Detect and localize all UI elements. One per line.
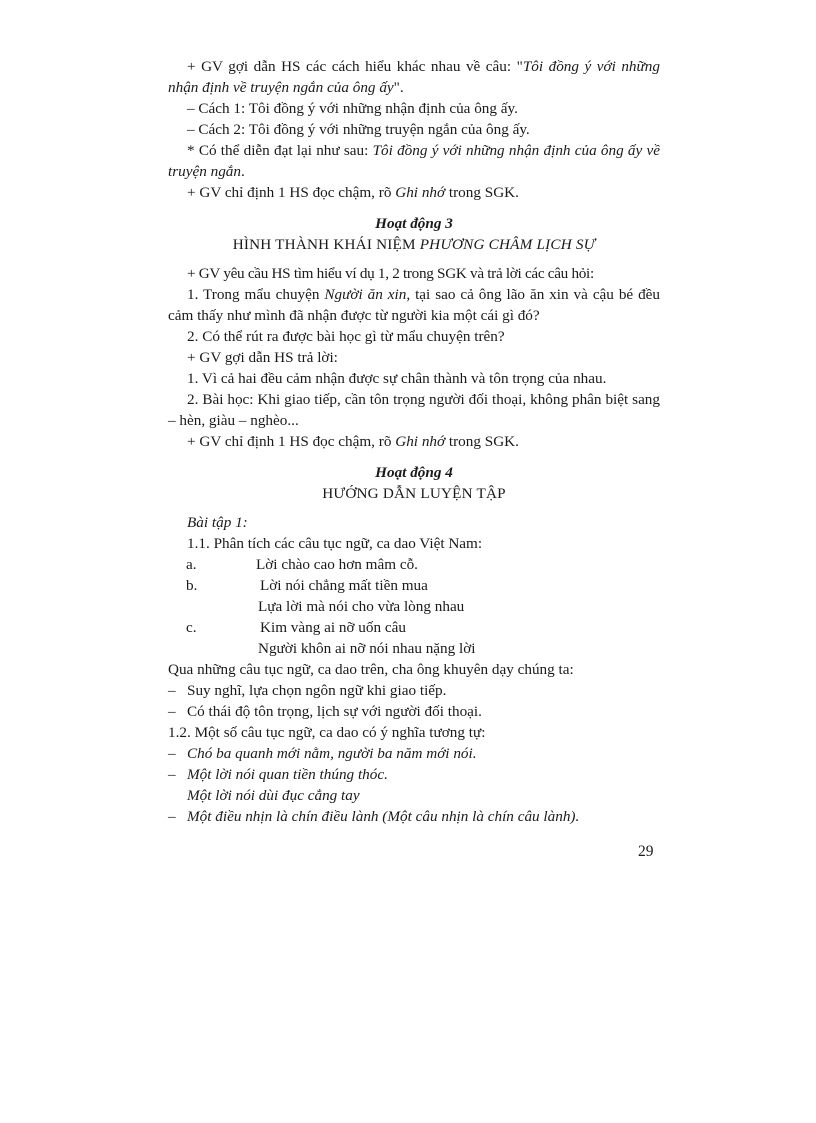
dash-marker: – [168,682,176,699]
paragraph: + GV gợi dẫn HS trả lời: [187,349,338,366]
list-text: Chó ba quanh mới nằm, người ba năm mới nói. [187,745,477,762]
text: + GV gợi dẫn HS các cách hiểu khác nhau về câu: " [187,58,523,75]
exercise-title: Bài tập 1: [187,514,248,531]
paragraph: 2. Bài học: Khi giao tiếp, cần tôn trọng người đối thoại, không phân biệt sang – hèn, giàu – nghèo... [168,391,660,429]
activity-subtitle: HƯỚNG DẪN LUYỆN TẬP [322,485,506,502]
text: , tại sao cả ông lão ăn xin và cậu bé đều cảm thấy như mình đã nhận được từ người kia một cái gì đó? [168,286,661,324]
list-text: Có thái độ tôn trọng, lịch sự với người đối thoại. [187,703,482,720]
text-italic: Tôi đồng ý với những nhận định của ông ấy về truyện ngắn [168,142,660,180]
text-italic: Người ăn xin [324,286,407,303]
text: . [240,163,245,180]
text: ". [393,79,404,96]
dash-marker: – [168,745,176,762]
list-item [168,701,660,722]
text: + GV chỉ định 1 HS đọc chậm, rõ [187,433,396,450]
text: trong SGK. [445,433,519,450]
text-italic: Ghi nhớ [395,433,446,450]
list-text: Người khôn ai nỡ nói nhau nặng lời [258,640,476,657]
text: trong SGK. [445,184,519,201]
text-italic: PHƯƠNG CHÂM LỊCH SỰ [419,236,596,253]
list-item [168,680,660,701]
list-label: b. [186,577,198,594]
page-content [168,56,660,827]
list-label: c. [186,619,197,636]
paragraph [168,284,660,326]
list-item [168,575,660,596]
text: 1. Trong mẩu chuyện [187,286,325,303]
paragraph: 2. Có thể rút ra được bài học gì từ mẩu chuyện trên? [187,328,505,345]
list-text: Một lời nói dùi đục cẳng tay [187,787,360,804]
list-text: Lời chào cao hơn mâm cỗ. [256,556,418,573]
paragraph [168,140,660,182]
dash-marker: – [168,703,176,720]
paragraph [168,431,660,452]
list-item [168,764,660,785]
list-text: Suy nghĩ, lựa chọn ngôn ngữ khi giao tiếp. [187,682,447,699]
paragraph: 1. Vì cả hai đều cảm nhận được sự chân thành và tôn trọng của nhau. [187,370,607,387]
text: HÌNH THÀNH KHÁI NIỆM [232,236,420,253]
text: * Có thể diễn đạt lại như sau: [187,142,373,159]
list-text: Kim vàng ai nỡ uốn câu [260,619,406,636]
list-text: Một điều nhịn là chín điều lành (Một câu nhịn là chín câu lành). [187,808,580,825]
text: + GV chỉ định 1 HS đọc chậm, rõ [187,184,396,201]
list-text: Lời nói chẳng mất tiền mua [260,577,428,594]
text-italic: Ghi nhớ [395,184,446,201]
list-item [168,806,660,827]
paragraph: 1.2. Một số câu tục ngữ, ca dao có ý nghĩa tương tự: [168,724,486,741]
paragraph: 1.1. Phân tích các câu tục ngữ, ca dao Việt Nam: [187,535,483,552]
dash-marker: – [168,808,176,825]
list-item [168,743,660,764]
text-italic: Tôi đồng ý với những nhận định về truyện ngắn của ông ấy [168,58,660,96]
paragraph: + GV yêu cầu HS tìm hiểu ví dụ 1, 2 trong SGK và trả lời các câu hỏi: [187,265,594,282]
list-text: Một lời nói quan tiền thúng thóc. [187,766,388,783]
dash-marker: – [168,766,176,783]
paragraph [168,56,660,98]
activity-title: Hoạt động 3 [375,215,453,232]
list-item [168,617,660,638]
activity-title: Hoạt động 4 [375,464,453,481]
list-label: a. [186,556,197,573]
activity-subtitle [168,234,660,255]
list-text: Lựa lời mà nói cho vừa lòng nhau [258,598,465,615]
page-number: 29 [638,843,654,860]
paragraph: Qua những câu tục ngữ, ca dao trên, cha ông khuyên dạy chúng ta: [168,661,574,678]
paragraph [168,182,660,203]
paragraph: – Cách 1: Tôi đồng ý với những nhận định của ông ấy. [187,100,518,117]
paragraph: – Cách 2: Tôi đồng ý với những truyện ngắn của ông ấy. [187,121,530,138]
list-item [168,554,660,575]
